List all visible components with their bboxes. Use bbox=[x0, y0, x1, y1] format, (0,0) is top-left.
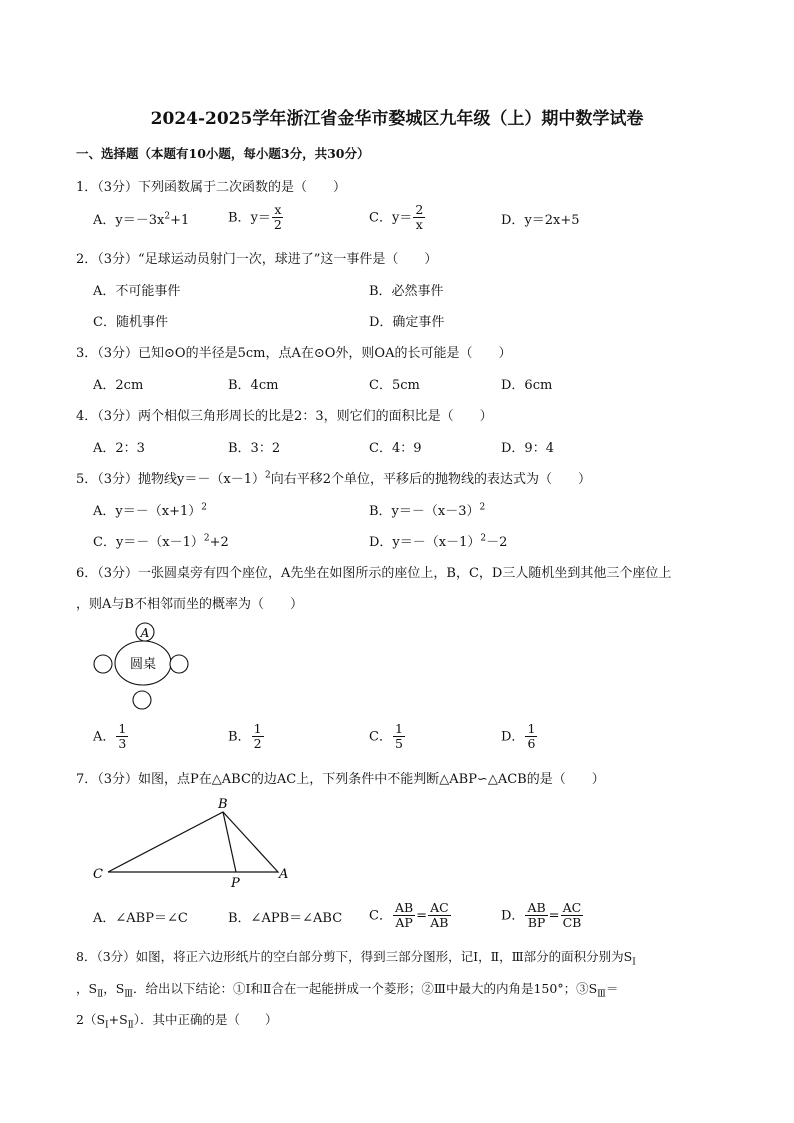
q1-option-c-denominator: x bbox=[415, 217, 423, 233]
q6-option-d[interactable] bbox=[501, 722, 538, 752]
q5-stem-exponent: 2 bbox=[265, 470, 271, 481]
question-4-stem: 4．（3分）两个相似三角形周长的比是2：3，则它们的面积比是（ ） bbox=[76, 409, 493, 424]
q7-option-b[interactable]: B．∠APB＝∠ABC bbox=[228, 911, 343, 926]
q6-option-d-numerator: 1 bbox=[527, 721, 536, 736]
page-title: 2024-2025学年浙江省金华市婺城区九年级（上）期中数学试卷 bbox=[150, 109, 644, 129]
triangle-figure bbox=[88, 794, 298, 894]
q8-line3-sub-1: Ⅰ bbox=[105, 1020, 109, 1031]
point-p-label: P bbox=[231, 876, 240, 891]
segment-bp bbox=[223, 812, 236, 872]
q1-option-d-expr: y＝2x+5 bbox=[524, 213, 580, 228]
q5-option-d[interactable] bbox=[369, 531, 507, 550]
q7-option-d-letter: D． bbox=[501, 908, 525, 924]
q8-line2-part-c: ．给出以下结论：①Ⅰ和Ⅱ合在一起能拼成一个菱形；②Ⅲ中最大的内角是150°；③S bbox=[132, 981, 598, 996]
q5-option-c-expr: C．y＝－（x－1） bbox=[93, 535, 204, 550]
q7-option-c-fraction-1 bbox=[393, 901, 415, 931]
q8-line1-text: 8．（3分）如图，将正六边形纸片的空白部分剪下，得到三部分图形，记Ⅰ，Ⅱ，Ⅲ部分的面积分别为S bbox=[76, 949, 633, 964]
seat-bottom bbox=[133, 691, 151, 709]
q6-option-a-fraction bbox=[116, 722, 128, 752]
q5-option-a-expr: A．y＝－（x+1） bbox=[93, 504, 202, 519]
q2-option-a[interactable]: A．不可能事件 bbox=[93, 284, 181, 299]
q4-option-a[interactable]: A．2：3 bbox=[93, 441, 145, 456]
q5-option-d-tail: －2 bbox=[486, 535, 508, 550]
q8-line2-part-a: ，S bbox=[76, 981, 98, 996]
q2-option-d[interactable]: D．确定事件 bbox=[369, 315, 445, 330]
q8-line3-sub-2: Ⅱ bbox=[127, 1020, 134, 1031]
q6-option-a-denominator: 3 bbox=[118, 736, 127, 752]
q6-option-b[interactable] bbox=[228, 722, 265, 752]
q1-option-b-fraction bbox=[272, 203, 284, 233]
q6-option-c[interactable] bbox=[369, 722, 406, 752]
q1-option-b-letter: B． bbox=[228, 210, 251, 226]
q1-option-a-letter: A． bbox=[93, 213, 116, 228]
q7-option-d-denominator-1: BP bbox=[527, 915, 546, 931]
q7-option-d-numerator-1: AB bbox=[527, 900, 546, 915]
q5-option-b-exponent: 2 bbox=[479, 502, 486, 513]
q8-line2-sub-3: Ⅲ bbox=[597, 989, 606, 1000]
q4-option-b[interactable]: B．3：2 bbox=[228, 441, 281, 456]
vertex-c-label: C bbox=[93, 867, 103, 882]
q2-option-c[interactable]: C．随机事件 bbox=[93, 315, 168, 330]
q1-option-d[interactable] bbox=[501, 209, 580, 228]
vertex-b-label: B bbox=[218, 797, 228, 812]
q7-option-c-denominator-2: AB bbox=[430, 915, 449, 931]
q3-option-b[interactable]: B．4cm bbox=[228, 378, 279, 393]
round-table-figure bbox=[90, 618, 200, 714]
q1-option-c-letter: C． bbox=[369, 210, 392, 226]
q6-option-a-numerator: 1 bbox=[118, 721, 127, 736]
q7-option-c[interactable] bbox=[369, 901, 452, 931]
q8-line2-part-d: ＝ bbox=[605, 981, 619, 996]
q7-option-c-denominator-1: AP bbox=[395, 915, 413, 931]
q1-option-c-fraction bbox=[413, 203, 425, 233]
q5-stem-part2: 向右平移2个单位，平移后的抛物线的表达式为（ ） bbox=[270, 472, 592, 487]
q1-option-b-lhs: y＝ bbox=[250, 210, 271, 226]
question-6-stem-line1: 6．（3分）一张圆桌旁有四个座位，A先坐在如图所示的座位上，B，C，D三人随机坐到其他三个座位上 bbox=[76, 566, 672, 581]
seat-left bbox=[94, 655, 112, 673]
q2-option-b[interactable]: B．必然事件 bbox=[369, 284, 444, 299]
q8-line3-part-b: +S bbox=[108, 1012, 128, 1027]
q8-line1-subscript: Ⅰ bbox=[632, 957, 636, 968]
q1-option-a-tail: +1 bbox=[170, 213, 190, 228]
q7-option-c-equals: = bbox=[416, 908, 428, 924]
q8-line3-part-a: 2（S bbox=[76, 1012, 106, 1027]
q1-option-c-numerator: 2 bbox=[415, 202, 424, 217]
q7-option-c-numerator-2: AC bbox=[430, 900, 449, 915]
q5-option-b[interactable] bbox=[369, 500, 485, 519]
q6-option-b-fraction bbox=[252, 722, 264, 752]
seat-top-label: A bbox=[140, 626, 150, 640]
q8-line2-sub-1: Ⅱ bbox=[97, 989, 104, 1000]
q1-option-d-letter: D． bbox=[501, 213, 525, 228]
q6-option-c-letter: C． bbox=[369, 729, 392, 745]
q1-option-b-denominator: 2 bbox=[273, 217, 282, 233]
q5-option-c-tail: +2 bbox=[209, 535, 229, 550]
section-heading: 一、选择题（本题有10小题，每小题3分，共30分） bbox=[76, 146, 370, 161]
q1-option-b-numerator: x bbox=[274, 202, 282, 217]
q7-option-c-letter: C． bbox=[369, 908, 392, 924]
question-6-stem-line2: ，则A与B不相邻而坐的概率为（ ） bbox=[76, 597, 303, 612]
question-8-line3 bbox=[76, 1010, 278, 1031]
question-3-stem: 3．（3分）已知⊙O的半径是5cm，点A在⊙O外，则OA的长可能是（ ） bbox=[76, 346, 512, 361]
q7-option-d-equals: = bbox=[548, 908, 560, 924]
q8-line2-sub-2: Ⅲ bbox=[124, 989, 133, 1000]
question-8-line2 bbox=[76, 979, 618, 1000]
q6-option-b-denominator: 2 bbox=[253, 736, 262, 752]
q7-option-d-numerator-2: AC bbox=[562, 900, 582, 915]
q4-option-c[interactable]: C．4：9 bbox=[369, 441, 422, 456]
question-8-line1 bbox=[76, 947, 636, 968]
q6-option-c-fraction bbox=[393, 722, 405, 752]
q7-option-c-numerator-1: AB bbox=[394, 900, 414, 915]
q7-option-a[interactable]: A．∠ABP＝∠C bbox=[93, 911, 188, 926]
vertex-a-label: A bbox=[279, 867, 289, 882]
q7-option-c-fraction-2 bbox=[428, 901, 451, 931]
q6-option-d-fraction bbox=[525, 722, 537, 752]
q4-option-d[interactable]: D．9：4 bbox=[501, 441, 554, 456]
q6-option-c-denominator: 5 bbox=[394, 736, 403, 752]
q8-line2-part-b: ，S bbox=[103, 981, 125, 996]
q1-option-c-lhs: y＝ bbox=[391, 210, 413, 226]
q7-option-d-denominator-2: CB bbox=[562, 915, 582, 931]
q6-option-d-denominator: 6 bbox=[527, 736, 536, 752]
q3-option-d[interactable]: D．6cm bbox=[501, 378, 553, 393]
q6-option-a[interactable] bbox=[93, 722, 129, 752]
q8-line3-part-c: ）．其中正确的是（ ） bbox=[133, 1012, 278, 1027]
question-7-stem: 7．（3分）如图，点P在△ABC的边AC上，下列条件中不能判断△ABP∽△ACB的是（ ） bbox=[76, 772, 605, 787]
q6-option-b-numerator: 1 bbox=[253, 721, 262, 736]
q1-option-c[interactable] bbox=[369, 203, 426, 233]
q3-option-c[interactable]: C．5cm bbox=[369, 378, 420, 393]
q6-option-c-numerator: 1 bbox=[394, 721, 403, 736]
q1-option-a[interactable] bbox=[93, 209, 189, 228]
question-1-stem: 1．（3分）下列函数属于二次函数的是（ ） bbox=[76, 180, 347, 195]
q5-option-d-expr: D．y＝－（x－1） bbox=[369, 535, 481, 550]
round-table-label: 圆桌 bbox=[129, 657, 157, 672]
q7-option-d-fraction-2 bbox=[561, 901, 584, 931]
triangle-abc bbox=[108, 812, 278, 872]
q5-option-c-exponent: 2 bbox=[203, 533, 210, 544]
q1-option-a-exponent: 2 bbox=[164, 211, 171, 222]
question-2-stem: 2．（3分）“足球运动员射门一次，球进了”这一事件是（ ） bbox=[76, 252, 438, 267]
q5-stem-part1: 5．（3分）抛物线y＝－（x－1） bbox=[76, 472, 265, 487]
q7-option-d-fraction-1 bbox=[525, 901, 547, 931]
q1-option-a-expr: y＝－3x bbox=[115, 213, 165, 228]
q5-option-b-expr: B．y＝－（x－3） bbox=[369, 504, 480, 519]
q1-option-b[interactable] bbox=[228, 203, 285, 233]
question-5-stem bbox=[76, 468, 591, 487]
q5-option-a[interactable] bbox=[93, 500, 207, 519]
q5-option-c[interactable] bbox=[93, 531, 229, 550]
q6-option-d-letter: D． bbox=[501, 729, 525, 745]
q6-option-a-letter: A． bbox=[93, 729, 116, 745]
seat-right bbox=[170, 655, 188, 673]
q5-option-d-exponent: 2 bbox=[480, 533, 487, 544]
q5-option-a-exponent: 2 bbox=[201, 502, 207, 513]
q6-option-b-letter: B． bbox=[228, 729, 251, 745]
q7-option-d[interactable] bbox=[501, 901, 584, 931]
q3-option-a[interactable]: A．2cm bbox=[93, 378, 144, 393]
